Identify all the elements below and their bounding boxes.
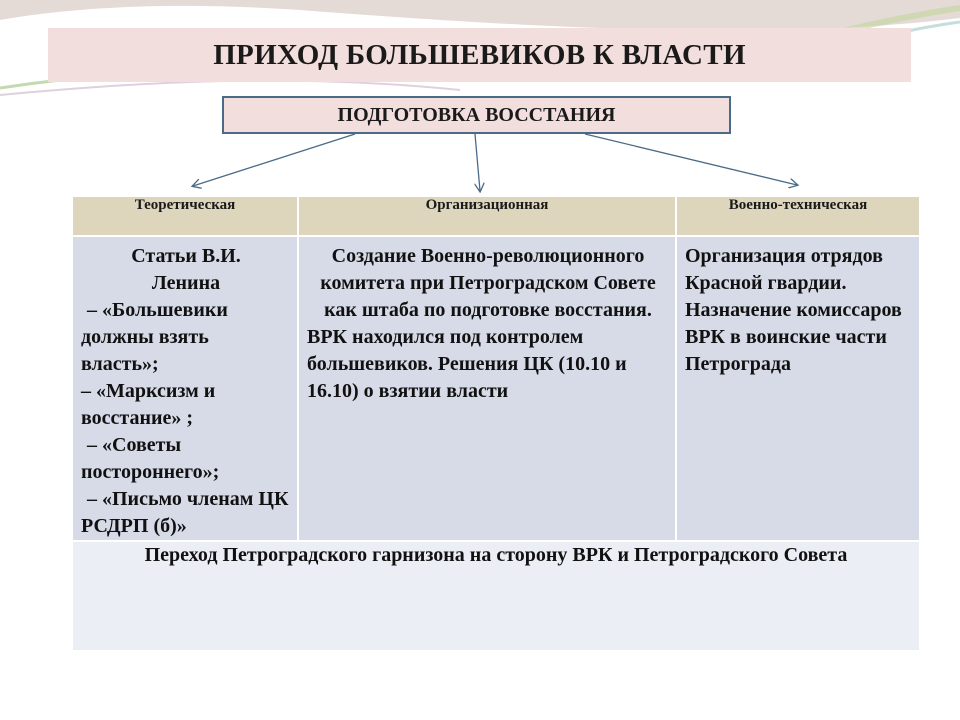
article-item: – «Марксизм и восстание» ; bbox=[81, 380, 216, 429]
table-bottom-row bbox=[72, 541, 920, 651]
header-theoretical: Теоретическая bbox=[72, 196, 298, 236]
article-item: – «Письмо членам ЦК РСДРП (б)» bbox=[81, 488, 289, 537]
arrow-right bbox=[585, 134, 797, 185]
garrison-transition-cell bbox=[72, 541, 920, 651]
article-item: – «Большевики должны взять власть»; bbox=[81, 299, 228, 375]
page-title: ПРИХОД БОЛЬШЕВИКОВ К ВЛАСТИ bbox=[213, 38, 746, 71]
lenin-articles-line-2: Ленина bbox=[151, 272, 221, 294]
title-banner bbox=[48, 28, 911, 82]
uprising-table bbox=[71, 195, 921, 652]
red-guard-text: Организация отрядов Красной гвардии. bbox=[685, 245, 883, 294]
arrow-left bbox=[193, 134, 355, 186]
garrison-transition-text: Переход Петроградского гарнизона на сторону ВРК и Петроградского Совета bbox=[144, 544, 848, 566]
subtitle-text: ПОДГОТОВКА ВОССТАНИЯ bbox=[337, 103, 616, 126]
cell-organizational bbox=[298, 236, 676, 541]
vrk-control-text: ВРК находился под контролем большевиков. Решения ЦК (10.10 и 16.10) о взятии власти bbox=[307, 326, 627, 402]
lenin-articles-line-1: Статьи В.И. bbox=[131, 245, 241, 267]
article-item: – «Советы постороннего»; bbox=[81, 434, 220, 483]
cell-military-technical bbox=[676, 236, 920, 541]
commissars-text: Назначение комиссаров ВРК в воинские части Петрограда bbox=[685, 299, 902, 375]
table-body-row bbox=[72, 236, 920, 541]
cell-theoretical bbox=[72, 236, 298, 541]
table-header-row bbox=[72, 196, 920, 236]
arrow-middle bbox=[475, 134, 480, 191]
subtitle-box bbox=[222, 96, 731, 134]
header-organizational: Организационная bbox=[298, 196, 676, 236]
header-military-technical: Военно-техническая bbox=[676, 196, 920, 236]
vrk-creation-text: Создание Военно-революционного комитета при Петроградском Совете как штаба по подготовке восстания. bbox=[320, 245, 656, 321]
